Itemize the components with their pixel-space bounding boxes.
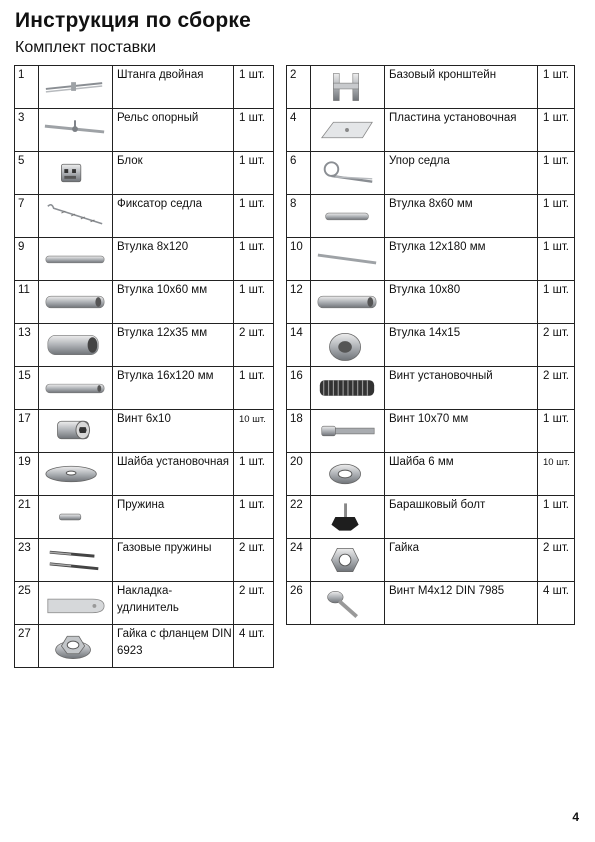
part-image [39,281,113,324]
nut-icon [314,542,380,578]
part-name: Винт М4х12 DIN 7985 [385,582,538,625]
part-name: Втулка 12х35 мм [113,324,234,367]
long-screw-icon [314,413,380,449]
part-number: 4 [287,109,311,152]
parts-row [15,410,274,453]
part-quantity: 1 шт. [234,109,274,152]
part-image [39,195,113,238]
part-name: Пружина [113,496,234,539]
part-name: Винт 10х70 мм [385,410,538,453]
part-quantity: 1 шт. [234,66,274,109]
part-quantity: 2 шт. [234,582,274,625]
part-quantity: 1 шт. [538,66,575,109]
rod-long-icon [314,241,380,277]
part-name: Гайка с фланцем DIN 6923 [113,625,234,668]
part-image [39,324,113,367]
part-name: Рельс опорный [113,109,234,152]
support-rail-icon [42,112,108,148]
part-image [311,281,385,324]
threaded-rod-icon [314,370,380,406]
part-image [39,152,113,195]
part-quantity: 2 шт. [538,539,575,582]
part-name: Винт 6х10 [113,410,234,453]
part-image [39,66,113,109]
part-name: Шайба установочная [113,453,234,496]
part-quantity: 2 шт. [234,324,274,367]
parts-row [15,496,274,539]
extension-plate-icon [42,585,108,621]
parts-row [15,195,274,238]
parts-row [287,281,575,324]
part-image [39,539,113,582]
double-bar-icon [42,69,108,105]
part-quantity: 1 шт. [538,152,575,195]
seat-lock-icon [42,198,108,234]
part-name: Гайка [385,539,538,582]
sleeve-thin-icon [42,241,108,277]
part-quantity: 10 шт. [538,453,575,496]
part-number: 10 [287,238,311,281]
parts-row [15,539,274,582]
sleeve-thin-short-icon [314,198,380,234]
part-image [39,410,113,453]
part-name: Барашковый болт [385,496,538,539]
sleeve-medium-icon [42,284,108,320]
part-number: 14 [287,324,311,367]
seat-stop-icon [314,155,380,191]
part-number: 25 [15,582,39,625]
part-quantity: 1 шт. [538,195,575,238]
part-image [311,582,385,625]
part-quantity: 1 шт. [234,496,274,539]
part-name: Блок [113,152,234,195]
parts-row [15,66,274,109]
part-name: Фиксатор седла [113,195,234,238]
parts-row [287,410,575,453]
part-name: Втулка 8х120 [113,238,234,281]
parts-row [15,152,274,195]
part-number: 9 [15,238,39,281]
part-quantity: 1 шт. [234,238,274,281]
part-name: Штанга двойная [113,66,234,109]
part-number: 18 [287,410,311,453]
part-quantity: 1 шт. [234,453,274,496]
parts-row [287,539,575,582]
parts-row [287,324,575,367]
parts-row [15,281,274,324]
hex-screw-icon [42,413,108,449]
parts-row [287,496,575,539]
part-image [311,152,385,195]
parts-row [15,367,274,410]
parts-row [287,238,575,281]
parts-table-right [286,65,575,625]
part-number: 23 [15,539,39,582]
page-number: 4 [572,810,579,824]
part-quantity: 1 шт. [538,496,575,539]
part-image [39,453,113,496]
part-quantity: 1 шт. [234,367,274,410]
part-number: 1 [15,66,39,109]
part-number: 22 [287,496,311,539]
part-name: Втулка 8х60 мм [385,195,538,238]
part-image [39,625,113,668]
part-number: 24 [287,539,311,582]
parts-row [15,324,274,367]
parts-row [15,238,274,281]
part-number: 16 [287,367,311,410]
part-image [311,66,385,109]
parts-row [15,582,274,625]
parts-row [287,66,575,109]
part-image [311,195,385,238]
part-quantity: 2 шт. [234,539,274,582]
part-name: Упор седла [385,152,538,195]
part-image [39,238,113,281]
part-image [39,367,113,410]
part-number: 13 [15,324,39,367]
part-name: Пластина установочная [385,109,538,152]
part-image [311,238,385,281]
part-name: Втулка 12х180 мм [385,238,538,281]
flange-nut-icon [42,628,108,664]
part-name: Втулка 10х60 мм [113,281,234,324]
parts-row [287,582,575,625]
sleeve-short-icon [42,327,108,363]
part-number: 3 [15,109,39,152]
part-image [311,109,385,152]
pan-screw-icon [314,585,380,621]
part-name: Втулка 14х15 [385,324,538,367]
sleeve-long-icon [42,370,108,406]
part-image [311,410,385,453]
mounting-plate-icon [314,112,380,148]
bushing-icon [314,327,380,363]
part-name: Втулка 10х80 [385,281,538,324]
base-bracket-icon [314,69,380,105]
part-quantity: 10 шт. [234,410,274,453]
part-quantity: 1 шт. [234,195,274,238]
part-quantity: 1 шт. [538,238,575,281]
part-number: 6 [287,152,311,195]
part-image [311,539,385,582]
sleeve-medium-icon [314,284,380,320]
part-name: Шайба 6 мм [385,453,538,496]
part-quantity: 4 шт. [234,625,274,668]
parts-row [15,453,274,496]
parts-row [287,453,575,496]
part-number: 11 [15,281,39,324]
part-image [311,496,385,539]
block-icon [42,155,108,191]
part-number: 5 [15,152,39,195]
page-title: Инструкция по сборке [15,9,251,32]
spring-pin-icon [42,499,108,535]
part-number: 17 [15,410,39,453]
part-quantity: 4 шт. [538,582,575,625]
part-number: 21 [15,496,39,539]
parts-row [287,195,575,238]
part-number: 15 [15,367,39,410]
part-number: 12 [287,281,311,324]
parts-row [15,625,274,668]
parts-row [287,109,575,152]
parts-row [287,367,575,410]
part-name: Втулка 16х120 мм [113,367,234,410]
part-name: Накладка-удлинитель [113,582,234,625]
section-subtitle: Комплект поставки [15,39,157,56]
part-image [311,324,385,367]
part-number: 7 [15,195,39,238]
part-quantity: 1 шт. [538,281,575,324]
part-image [311,367,385,410]
part-image [39,496,113,539]
washer-small-icon [314,456,380,492]
part-quantity: 1 шт. [538,109,575,152]
part-number: 8 [287,195,311,238]
part-name: Базовый кронштейн [385,66,538,109]
part-name: Газовые пружины [113,539,234,582]
knob-bolt-icon [314,499,380,535]
part-quantity: 1 шт. [234,281,274,324]
part-quantity: 1 шт. [538,410,575,453]
part-number: 2 [287,66,311,109]
part-image [39,109,113,152]
part-number: 19 [15,453,39,496]
part-number: 27 [15,625,39,668]
part-quantity: 2 шт. [538,367,575,410]
part-image [311,453,385,496]
part-quantity: 2 шт. [538,324,575,367]
parts-row [15,109,274,152]
parts-row [287,152,575,195]
part-name: Винт установочный [385,367,538,410]
parts-table-left [14,65,274,668]
part-image [39,582,113,625]
gas-springs-icon [42,542,108,578]
washer-large-icon [42,456,108,492]
part-number: 26 [287,582,311,625]
part-quantity: 1 шт. [234,152,274,195]
part-number: 20 [287,453,311,496]
